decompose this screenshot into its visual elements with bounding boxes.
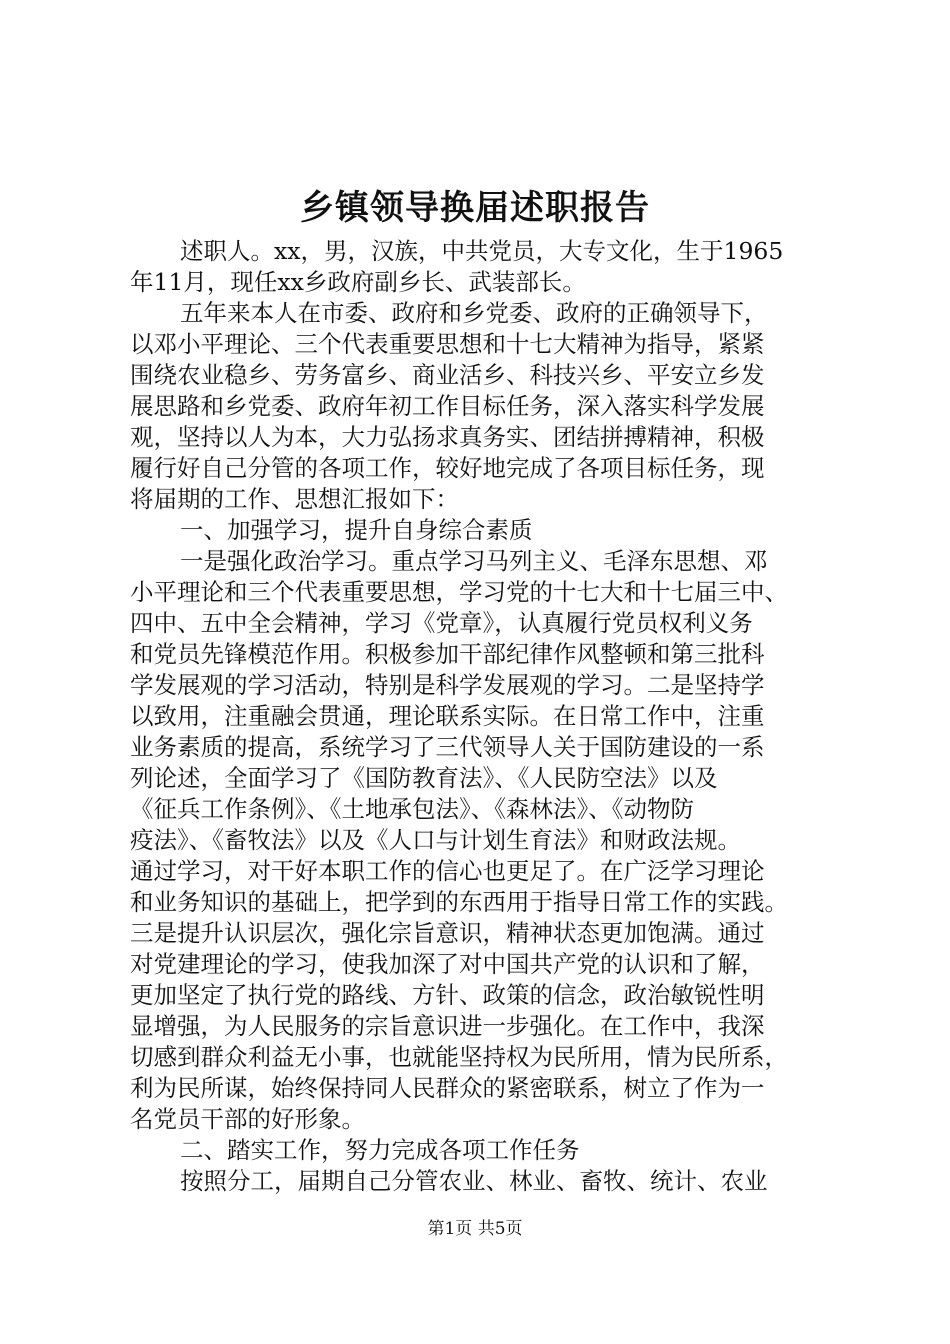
text-line: 观，坚持以人为本，大力弘扬求真务实、团结拼搏精神，积极 — [130, 423, 765, 451]
text-line: 对党建理论的学习，使我加深了对中国共产党的认识和了解， — [130, 950, 765, 978]
text-line: 利为民所谋，始终保持同人民群众的紧密联系，树立了作为一 — [130, 1074, 765, 1102]
text-line: 名党员干部的好形象。 — [130, 1105, 365, 1133]
text-line: 一是强化政治学习。重点学习马列主义、毛泽东思想、邓 — [180, 547, 768, 575]
section-heading: 二、踏实工作，努力完成各项工作任务 — [180, 1136, 580, 1164]
text-line: 以邓小平理论、三个代表重要思想和十七大精神为指导，紧紧 — [130, 330, 765, 358]
text-line: 履行好自己分管的各项工作，较好地完成了各项目标任务，现 — [130, 454, 765, 482]
text-line: 展思路和乡党委、政府年初工作目标任务，深入落实科学发展 — [130, 392, 765, 420]
text-line: 业务素质的提高，系统学习了三代领导人关于国防建设的一系 — [130, 733, 765, 761]
page-number-footer: 第1页 共5页 — [427, 1219, 523, 1239]
text-line: 围绕农业稳乡、劳务富乡、商业活乡、科技兴乡、平安立乡发 — [130, 361, 765, 389]
text-line: 和党员先锋模范作用。积极参加干部纪律作风整顿和第三批科 — [130, 640, 765, 668]
text-line: 四中、五中全会精神，学习《党章》，认真履行党员权利义务 — [130, 609, 753, 637]
text-line: 三是提升认识层次，强化宗旨意识，精神状态更加饱满。通过 — [130, 919, 765, 947]
text-line: 按照分工，届期自己分管农业、林业、畜牧、统计、农业 — [180, 1167, 768, 1195]
text-line: 述职人。xx，男，汉族，中共党员，大专文化，生于1965 — [180, 237, 784, 265]
text-line: 切感到群众利益无小事，也就能坚持权为民所用，情为民所系， — [130, 1043, 788, 1071]
text-line: 年11月，现任xx乡政府副乡长、武装部长。 — [130, 268, 586, 296]
text-line: 小平理论和三个代表重要思想，学习党的十七大和十七届三中、 — [130, 578, 788, 606]
text-line: 《征兵工作条例》、《土地承包法》、《森林法》、《动物防 — [130, 795, 694, 823]
text-line: 将届期的工作、思想汇报如下： — [130, 485, 459, 513]
text-line: 更加坚定了执行党的路线、方针、政策的信念，政治敏锐性明 — [130, 981, 765, 1009]
text-line: 以致用，注重融会贯通，理论联系实际。在日常工作中，注重 — [130, 702, 765, 730]
text-line: 学发展观的学习活动，特别是科学发展观的学习。二是坚持学 — [130, 671, 765, 699]
document-body — [130, 236, 838, 1197]
text-line: 五年来本人在市委、政府和乡党委、政府的正确领导下， — [180, 299, 768, 327]
text-line: 疫法》、《畜牧法》以及《人口与计划生育法》和财政法规。 — [130, 826, 741, 854]
text-line: 和业务知识的基础上，把学到的东西用于指导日常工作的实践。 — [130, 888, 788, 916]
text-line: 列论述，全面学习了《国防教育法》、《人民防空法》以及 — [130, 764, 718, 792]
section-heading: 一、加强学习，提升自身综合素质 — [180, 516, 533, 544]
text-line: 通过学习，对干好本职工作的信心也更足了。在广泛学习理论 — [130, 857, 765, 885]
document-title: 乡镇领导换届述职报告 — [300, 188, 650, 228]
text-line: 显增强，为人民服务的宗旨意识进一步强化。在工作中，我深 — [130, 1012, 765, 1040]
